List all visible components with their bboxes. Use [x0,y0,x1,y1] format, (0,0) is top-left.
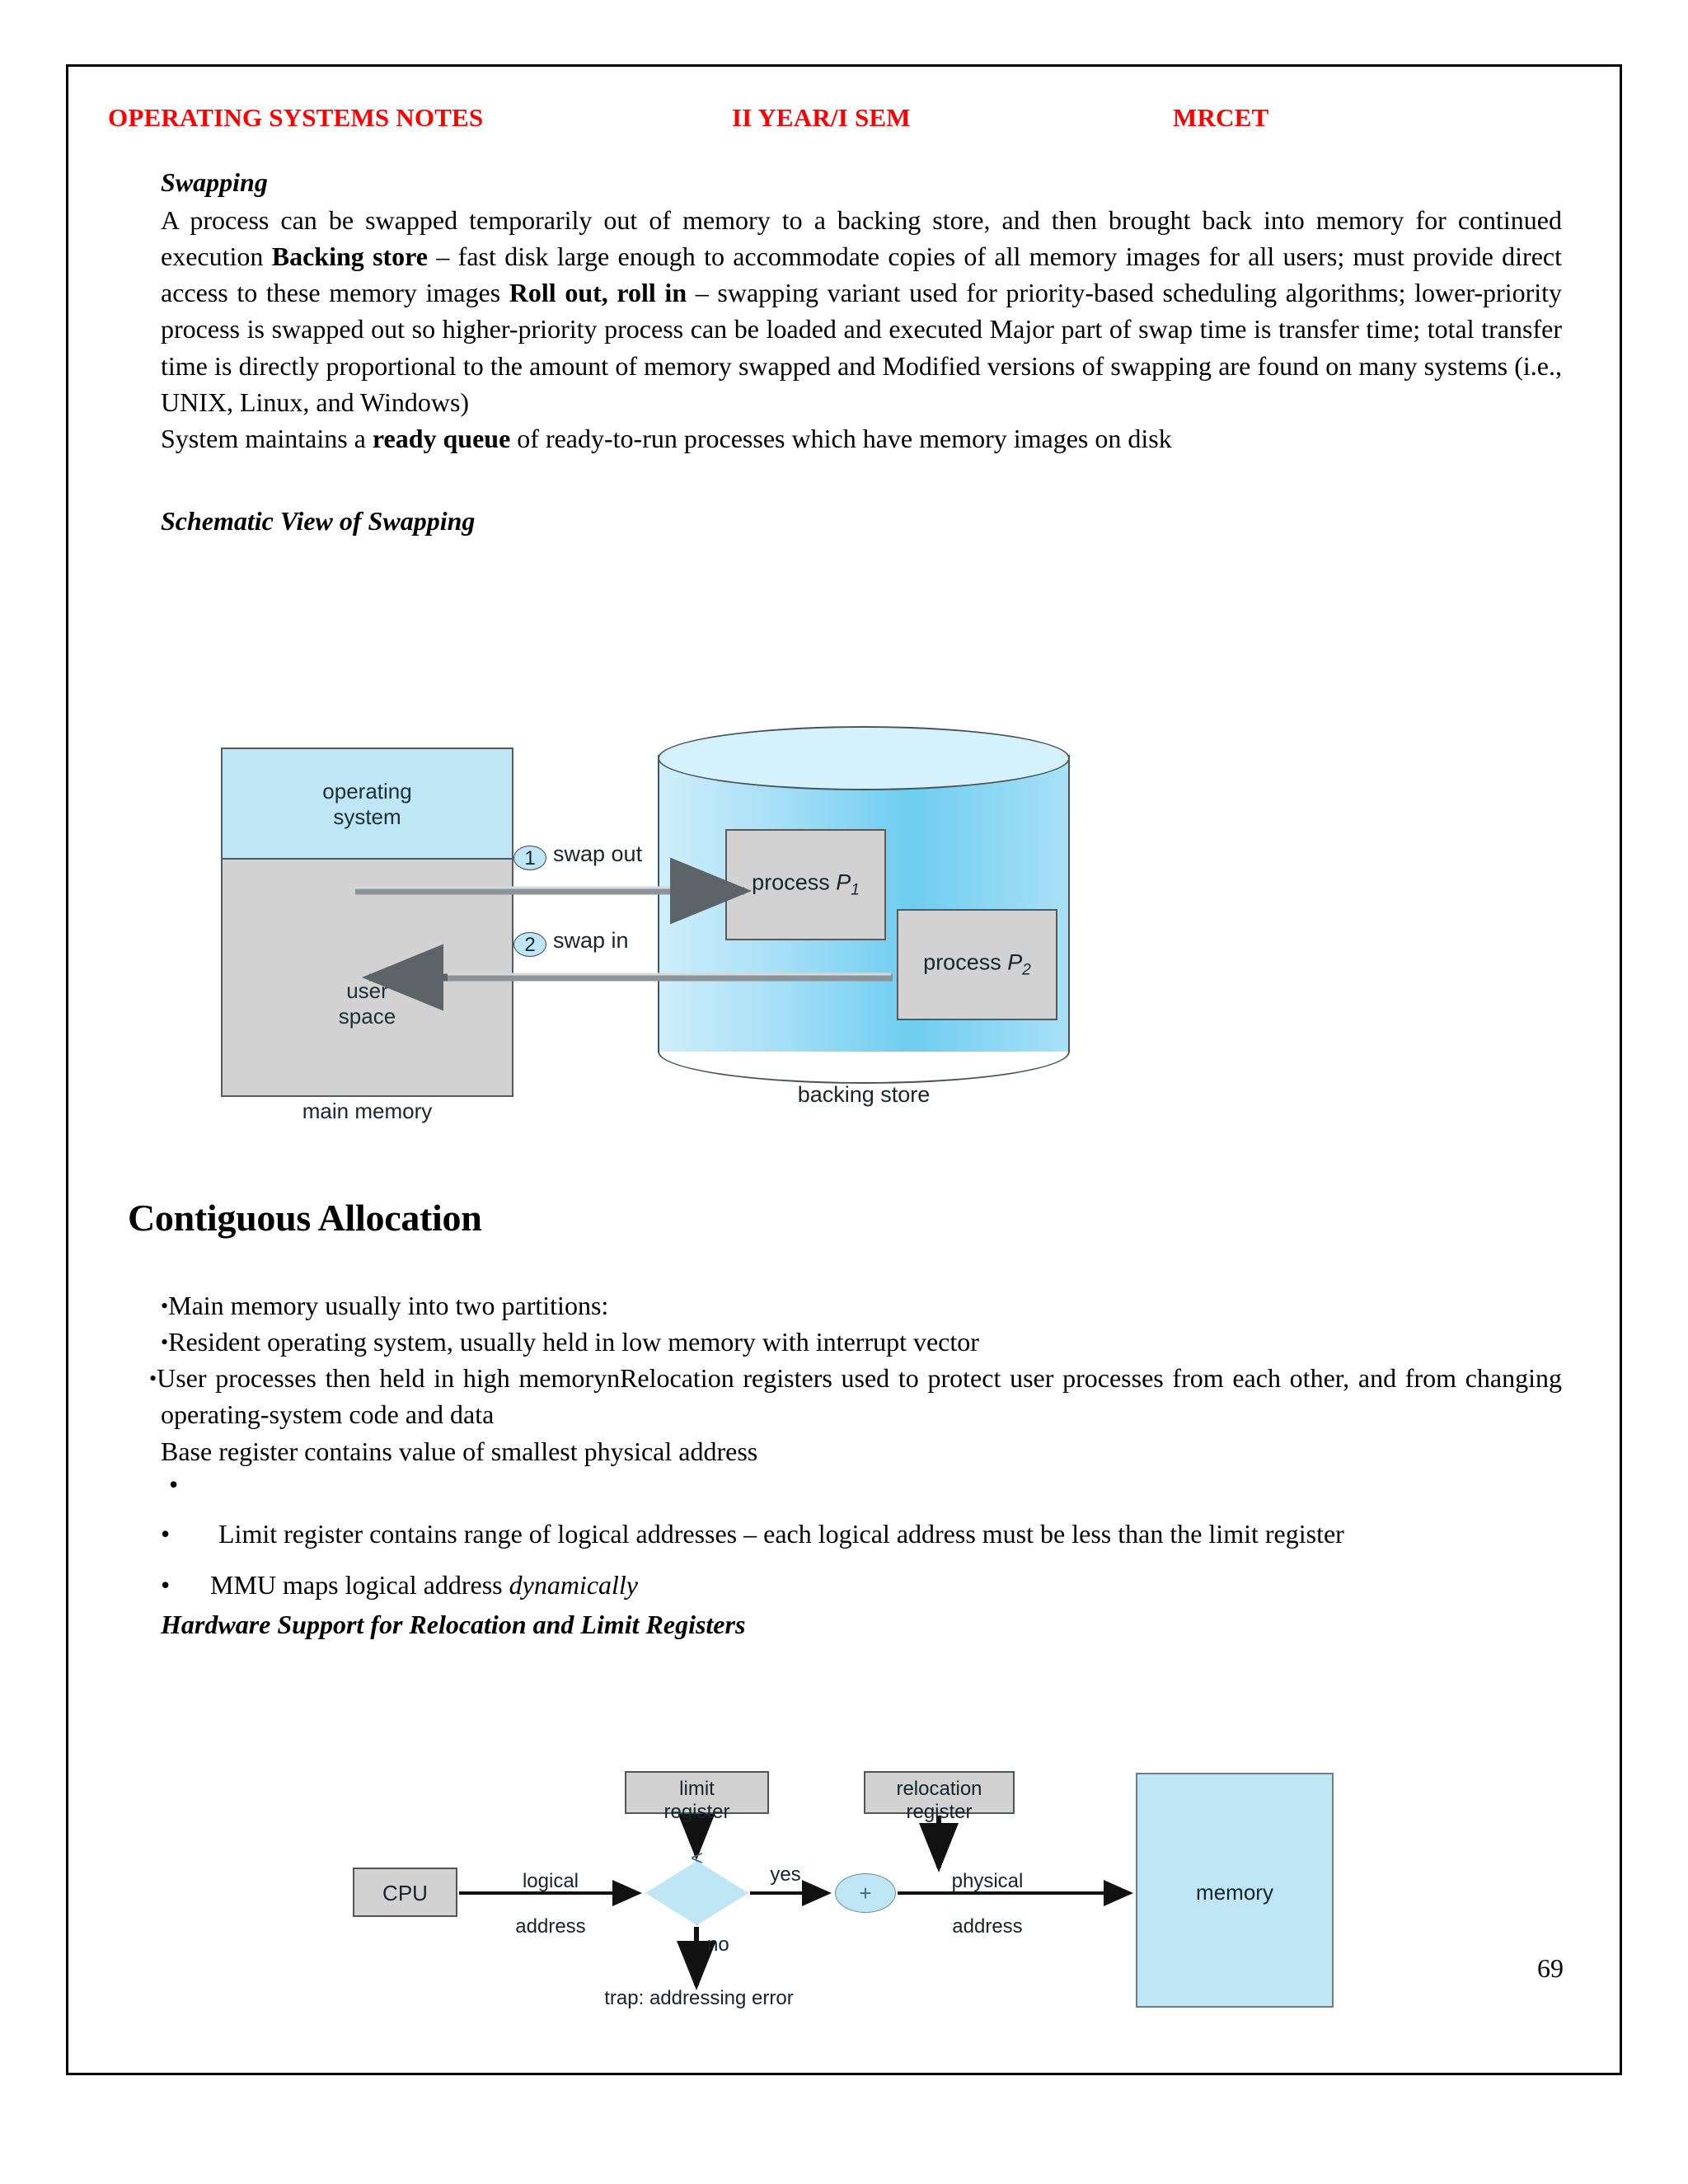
page-frame [66,64,1622,2075]
os-label-line2: system [333,804,401,829]
mmu-maps-line [161,1567,1562,1603]
process-p1-box [725,829,886,940]
bullet-main-memory-text: Main memory usually into two partitions: [168,1291,609,1320]
mmu-dynamically-emphasis: dynamically [509,1569,638,1600]
header-course-title: OPERATING SYSTEMS NOTES [108,103,484,132]
page-number: 69 [1537,1953,1564,1983]
step-1-badge: 1 [513,846,546,870]
swapping-text-a: A process can be swapped temporarily out of memory to a backing store, and then brought back into memory for continued execution [161,205,1562,272]
main-memory-box [221,748,513,1097]
trap-addressing-error-label: trap: addressing error [604,1987,794,2009]
swap-out-text: swap out [553,841,643,866]
memory-label: memory [1196,1880,1273,1905]
process-p2-box [897,909,1057,1020]
swapping-term-roll-out-roll-in: Roll out, roll in [509,278,687,308]
user-space-label [223,978,512,1029]
p1-subscript: 1 [851,880,860,898]
user-label-line2: space [338,1003,396,1029]
document-header [68,103,1620,144]
orphan-bullet-dot-icon: • [169,1469,179,1499]
contiguous-allocation-title: Contiguous Allocation [128,1197,482,1239]
swap-in-text: swap in [553,928,629,953]
cpu-box: CPU [353,1868,457,1917]
limit-register-line2: register [663,1800,730,1823]
page-content [161,166,1562,541]
bullet-user-processes-text: User processes then held in high memorynRelocation registers used to protect user processes from each other, and from changing operating-system code and data [157,1363,1562,1430]
backing-store-cylinder [658,726,1070,1105]
process-p1-label [727,869,884,899]
bullet-dot-icon: • [161,1518,171,1549]
bullet-dot-icon [149,1363,157,1393]
bullet-user-processes [157,1360,1562,1432]
bullet-resident-os [161,1324,1562,1360]
comparison-symbol: < [690,1845,704,1871]
hardware-support-heading: Hardware Support for Relocation and Limit Registers [161,1610,746,1640]
user-label-line1: user [346,978,388,1003]
adder-ellipse: + [835,1873,896,1913]
relocation-register-line2: register [906,1800,973,1823]
os-label-line1: operating [322,779,412,804]
ready-queue-paragraph [161,420,1562,457]
bullet-resident-os-text: Resident operating system, usually held in low memory with interrupt vector [168,1327,979,1357]
swapping-text-c: – fast disk large enough to accommodate copies of all memory images for all users; must provide direct access to these memory images [161,241,1563,308]
header-year-sem: II YEAR/I SEM [732,103,911,132]
limit-register-text: Limit register contains range of logical addresses – each logical address must be less than the limit register [218,1518,1344,1549]
limit-register-line [161,1516,1562,1552]
physical-address-line1: physical [951,1869,1024,1892]
swapping-heading: Swapping [161,167,268,197]
p2-subscript: 2 [1022,960,1031,978]
p1-symbol: P [836,869,851,894]
header-institution: MRCET [1173,103,1269,132]
step-2-badge: 2 [513,932,546,957]
swap-in-label [513,928,629,957]
physical-address-label [909,1847,1066,1938]
relocation-register-box [864,1771,1015,1823]
schematic-view-heading: Schematic View of Swapping [161,506,476,537]
mmu-maps-text: MMU maps logical address [210,1569,509,1600]
swapping-paragraph [161,202,1562,420]
p1-word: process [752,869,837,894]
main-memory-caption: main memory [302,1099,433,1123]
ready-queue-term: ready queue [372,423,511,453]
cylinder-top-ellipse [658,726,1070,790]
bullet-dot-icon [161,1291,168,1320]
bullet-main-memory [161,1287,1562,1324]
logical-address-label [472,1847,629,1938]
relocation-register-line1: relocation [896,1778,982,1800]
swap-out-label [513,841,642,870]
logical-address-line1: logical [522,1869,579,1892]
yes-label: yes [770,1863,801,1886]
p2-word: process [923,949,1008,974]
swapping-text-e: – swapping variant used for priority-based scheduling algorithms; lower-priority process is swapped out so higher-priority process can be loaded and executed Major part of swap time is transfer time; total transfer time is directly proportional to the amount of memory swapped and Modified versions of swapping are found on many systems (i.e., UNIX, Linux, and Windows) [161,278,1563,417]
operating-system-label [223,779,512,829]
ready-queue-text-c: of ready-to-run processes which have memory images on disk [510,423,1172,453]
memory-box [1136,1773,1334,2008]
no-label: no [707,1933,729,1956]
bullet-dot-icon [161,1327,168,1357]
ready-queue-text-a: System maintains a [161,423,373,453]
backing-store-caption: backing store [797,1082,931,1107]
process-p2-label [898,949,1056,979]
limit-register-box [625,1771,769,1823]
contiguous-allocation-section [128,1196,1562,1644]
p2-symbol: P [1007,949,1023,974]
base-register-line: Base register contains value of smallest physical address [161,1436,758,1466]
physical-address-line2: address [952,1915,1023,1938]
logical-address-line2: address [515,1915,586,1938]
bullet-dot-icon: • [161,1569,171,1600]
limit-register-line1: limit [679,1778,715,1800]
swapping-diagram [200,726,1239,1122]
swapping-term-backing-store: Backing store [271,241,429,272]
relocation-limit-register-diagram [340,1748,1362,2020]
